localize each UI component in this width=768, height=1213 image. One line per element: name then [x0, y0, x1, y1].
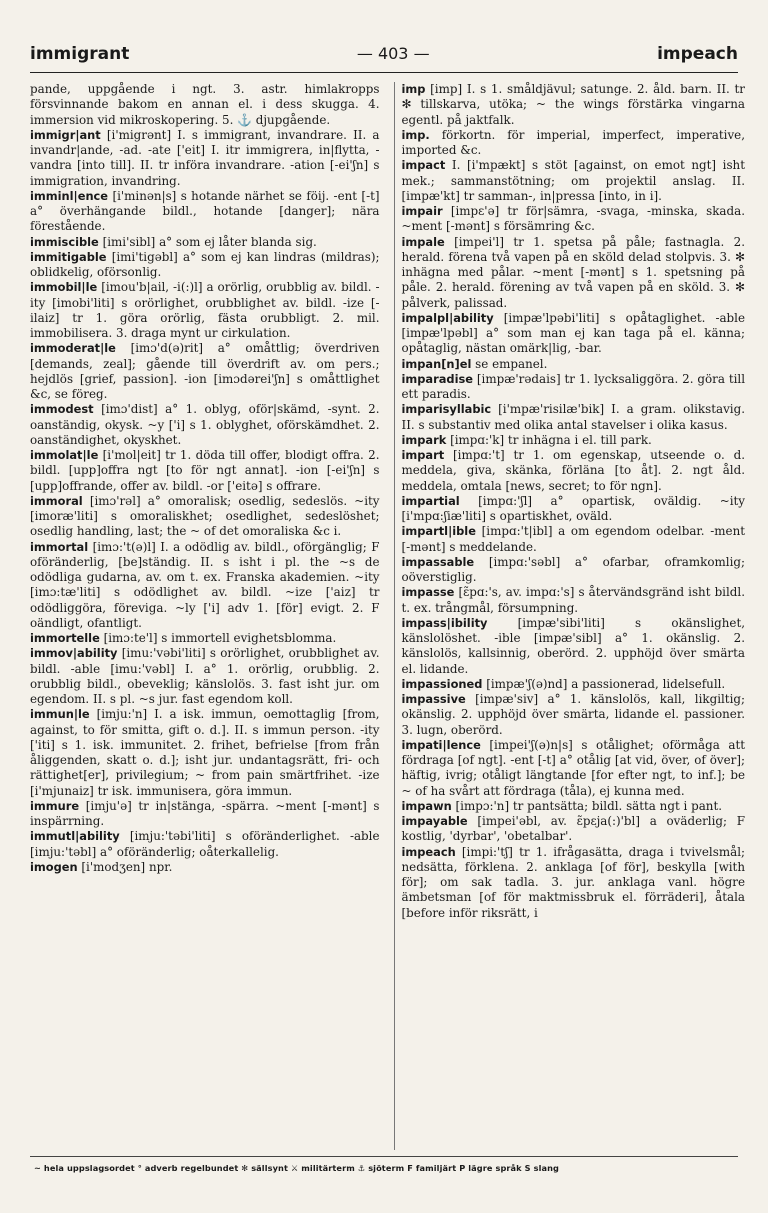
entry-definition: [impɑ:'səbl] a° ofarbar, oframkomlig; oöverstiglig. [401, 554, 745, 584]
dictionary-entry [30, 235, 380, 250]
entry-headword: immitigable [30, 249, 107, 264]
entry-definition: I. [i'mpækt] s stöt [against, on emot ngt] isht mek.; sammanstötning; om projektil anslag. II. [impæ'kt] tr samman-, in|pressa [into, in i]. [401, 158, 745, 203]
dictionary-entry [30, 128, 380, 189]
entry-definition: [i'minən|s] s hotande närhet se föij. -ent [-t] a° överhängande bildl., hotande [danger]; nära förestående. [30, 188, 380, 234]
entry-headword: immov|ability [30, 646, 118, 661]
dictionary-entry [30, 189, 380, 235]
footer-rule [30, 1156, 738, 1157]
entry-headword: impark [401, 432, 447, 447]
entry-definition: [impæ'ʃ(ə)nd] a passionerad, lidelsefull. [486, 676, 726, 691]
dictionary-entry [402, 585, 746, 616]
entry-definition: [impɑ:'k] tr inhägna i el. till park. [450, 432, 652, 447]
dictionary-entry [402, 372, 746, 403]
dictionary-entry [402, 799, 746, 814]
entry-definition: [imɔ:'t(ə)l] I. a odödlig av. bildl., oförgänglig; F oföränderlig, [be]ständig. II. s isht i pl. the ~s de odödliga gudarna, av. om t. ex. Franska akademien. ~ity [imɔ:tæ'liti] s odödlighet av. bildl. ~ize ['aiz] tr odödliggöra, föreviga. ~ly ['i] adv 1. [för] evigt. 2. F oändligt, ofantligt. [30, 539, 380, 630]
dictionary-entry [402, 692, 746, 738]
entry-headword: impasse [401, 585, 455, 600]
entry-headword: impass|ibility [401, 615, 488, 630]
dictionary-entry [30, 341, 380, 402]
dictionary-entry [402, 82, 746, 128]
entry-headword: immoral [30, 493, 83, 508]
abbreviation-legend: ~ hela uppslagsordet ° adverb regelbundet ✻ sällsynt ⚔ militärterm ⚓ sjöterm F familjärt P lägre språk S slang [34, 1163, 560, 1173]
entry-headword: impati|lence [401, 737, 481, 752]
page-number: — 403 — [356, 44, 430, 63]
dictionary-entry [402, 158, 746, 204]
entry-headword: impale [401, 234, 445, 249]
header-rule [30, 72, 738, 73]
dictionary-entry [30, 82, 380, 128]
dictionary-entry [30, 860, 380, 875]
dictionary-entry [402, 128, 746, 159]
dictionary-columns [30, 82, 745, 1150]
entry-definition: [imju:'n] I. a isk. immun, oemottaglig [from, against, to för smitta, gift o. d.]. II. s immun person. -ity ['iti] s 1. isk. immunitet. 2. frihet, befrielse [from från åliggenden, skatt o. d.]; isht jur. undantagsrätt, fri- och rättighet[er], privilegium; ~ from pain smärtfrihet. -ize [i'mjunaiz] tr isk. immunisera, göra immun. [30, 707, 380, 798]
entry-definition: pande, uppgående i ngt. 3. astr. himlakropps försvinnande bakom en annan el. i dess skugga. 4. immersion vid mikroskopering. 5. ⚓ djupgående. [30, 82, 380, 127]
entry-definition: [imɔ'd(ə)rit] a° omåttlig; överdriven [demands, zeal]; gående till överdrift av. om pers.; hejdlös [grief, passion]. -ion [imɔdərei'ʃn] s omåttlighet &c, se föreg. [30, 341, 380, 401]
dictionary-entry [30, 646, 380, 707]
entry-definition: [impei'l] tr 1. spetsa på påle; fastnagla. 2. herald. förena två vapen på en sköld delad stolpvis. 3. ✻ inhägna med pålar. ~ment [-mənt] s 1. spetsning på påle. 2. herald. förening av två vapen på en sköld. 3. ✻ pålverk, palissad. [401, 234, 745, 310]
dictionary-entry [402, 235, 746, 311]
entry-definition: [imp] I. s 1. småldjävul; satunge. 2. åld. barn. II. tr ✻ tillskarva, utöka; ~ the wings förstärka vingarna egentl. på jaktfalk. [401, 82, 745, 127]
entry-headword: impawn [401, 798, 452, 813]
dictionary-entry [402, 433, 746, 448]
entry-definition: [impɑ:'t] tr 1. om egenskap, utseende o. d. meddela, giva, skänka, förläna [to åt]. 2. ngt åld. meddela, omtala [news, secret; to för ngn]. [401, 448, 745, 493]
dictionary-entry [402, 448, 746, 494]
entry-headword: immolat|le [30, 448, 99, 462]
entry-definition: [ɛ̃pɑ:'s, av. impɑ:'s] s återvändsgränd isht bildl. t. ex. trångmål, försumpning. [401, 585, 745, 615]
entry-definition: [i'mol|eit] tr 1. döda till offer, blodigt offra. 2. bildl. [upp]offra ngt [to för ngt annat]. -ion [-ei'ʃn] s [upp]offrande, offer av. bildl. -or ['eitə] s offrare. [30, 448, 380, 493]
dictionary-entry [30, 829, 380, 860]
entry-headword: impartial [401, 493, 460, 508]
entry-definition: [imɔ'rəl] a° omoralisk; osedlig, sedeslös. ~ity [imoræ'liti] s omoraliskhet; osedlighet, sedeslöshet; osedlig handling, last; the ~ of det omoraliska &c i. [30, 493, 380, 539]
entry-headword: imp. [401, 127, 430, 142]
dictionary-entry [402, 494, 746, 525]
entry-definition: [impæ'sibi'liti] s okänslighet, känslolöshet. -ible [impæ'sibl] a° 1. okänslig. 2. känslolös, kallsinnig, oberörd. 2. upphöjd över smärta el. lidande. [401, 615, 745, 676]
dictionary-entry [402, 311, 746, 357]
entry-definition: [imi'sibl] a° som ej låter blanda sig. [102, 234, 317, 249]
entry-definition: [i'migrənt] I. s immigrant, invandrare. II. a invandr|ande, -ad. -ate ['eit] I. itr immigrera, in|flytta, -vandra [into till]. II. tr införa invandrare. -ation [-ei'ʃn] s immigration, invandring. [30, 127, 380, 188]
entry-definition: [imju'ə] tr in|stänga, -spärra. ~ment [-mənt] s inspärrning. [30, 798, 380, 828]
entry-headword: imogen [30, 859, 78, 874]
entry-definition: [impi:'tʃ] tr 1. ifrågasätta, draga i tvivelsmål; nedsätta, förklena. 2. anklaga [of för], beskylla [with för]; om sak tadla. 3. jur. anklaga vanl. högre ämbetsman [of för maktmissbruk el. förräderi], åtala [before inför riksrätt, i [401, 844, 745, 920]
dictionary-entry [402, 357, 746, 372]
entry-headword: imparisyllabic [401, 402, 492, 417]
dictionary-entry [30, 448, 380, 494]
entry-headword: imp [401, 82, 426, 96]
entry-headword: impassable [401, 554, 475, 569]
entry-headword: immiscible [30, 234, 99, 249]
dictionary-entry [30, 280, 380, 341]
entry-headword: impact [401, 158, 446, 173]
entry-headword: imminl|ence [30, 188, 109, 203]
entry-headword: impalpl|ability [401, 310, 494, 325]
entry-headword: impassive [401, 692, 466, 706]
entry-definition: [impæ'siv] a° 1. känslolös, kall, likgiltig; okänslig. 2. upphöjd över smärta, lidande el. passioner. 3. lugn, oberörd. [401, 692, 745, 737]
page-header [30, 44, 738, 68]
entry-headword: impartl|ible [401, 524, 476, 539]
entry-headword: immure [30, 798, 80, 813]
entry-definition: [imou'b|ail, -i(:)l] a orörlig, orubblig av. bildl. -ity [imobi'liti] s orörlighet, orubblighet av. bildl. -ize [-ilaiz] tr 1. göra orörlig, fästa orubbligt. 2. mil. immobilisera. 3. draga mynt ur cirkulation. [30, 280, 380, 340]
left-column [30, 82, 380, 1150]
dictionary-entry [30, 250, 380, 281]
dictionary-entry [402, 845, 746, 921]
entry-definition: [impɛ'ə] tr för|sämra, -svaga, -minska, skada. ~ment [-mənt] s försämring &c. [401, 204, 745, 234]
entry-headword: impeach [401, 844, 456, 859]
entry-headword: immutl|ability [30, 829, 120, 844]
dictionary-entry [402, 204, 746, 235]
dictionary-entry [402, 616, 746, 677]
dictionary-entry [402, 524, 746, 555]
dictionary-entry [30, 494, 380, 540]
dictionary-entry [402, 814, 746, 845]
entry-definition: [impɑ:'ʃl] a° opartisk, oväldig. ~ity [i'mpɑ:ʃiæ'liti] s opartiskhet, oväld. [401, 493, 745, 523]
entry-definition: [impei'əbl, av. ɛ̃pɛja(:)'bl] a oväderlig; F kostlig, 'dyrbar', 'obetalbar'. [401, 814, 745, 844]
entry-headword: impayable [401, 814, 468, 828]
entry-definition: se empanel. [475, 356, 548, 371]
entry-headword: immodest [30, 402, 94, 417]
entry-definition: [i'modʒen] npr. [81, 859, 173, 874]
entry-headword: immortal [30, 539, 89, 554]
entry-headword: immigr|ant [30, 127, 101, 142]
entry-definition: [i'mpæ'risilæ'bik] I. a gram. olikstavig. II. s substantiv med olika antal stavelser i olika kasus. [401, 402, 745, 432]
dictionary-entry [402, 402, 746, 433]
entry-definition: [imɔ:te'l] s immortell evighetsblomma. [103, 631, 337, 645]
dictionary-entry [402, 555, 746, 586]
entry-headword: impan[n]el [401, 356, 472, 371]
dictionary-entry [30, 799, 380, 830]
entry-definition: förkortn. för imperial, imperfect, imperative, imported &c. [401, 127, 745, 157]
entry-headword: immun|le [30, 707, 90, 722]
left-guide-word: immigrant [30, 44, 130, 64]
entry-headword: immobil|le [30, 280, 98, 295]
entry-definition: [impɔ:'n] tr pantsätta; bildl. sätta ngt i pant. [455, 798, 723, 813]
entry-definition: [imu:'vəbi'liti] s orörlighet, orubblighet av. bildl. -able [imu:'vəbl] I. a° 1. orörlig, orubblig. 2. orubblig bildl., obeveklig; känslolös. 3. fast isht jur. om egendom. II. s pl. ~s jur. fast egendom koll. [30, 646, 380, 706]
entry-definition: [impæ'rədais] tr 1. lycksaliggöra. 2. göra till ett paradis. [401, 371, 745, 401]
entry-definition: [imɔ'dist] a° 1. oblyg, oför|skämd, -synt. 2. oanständig, okysk. ~y ['i] s 1. oblyghet, oförskämdhet. 2. oanständighet, okyskhet. [30, 402, 380, 447]
entry-definition: [impæ'lpəbi'liti] s opåtaglighet. -able [impæ'lpəbl] a° som man ej kan taga på el. känna; opåtaglig, nästan omärk|lig, -bar. [401, 310, 745, 356]
entry-definition: [imi'tigəbl] a° som ej kan lindras (mildras); oblidkelig, oförsonlig. [30, 249, 380, 279]
dictionary-entry [30, 707, 380, 799]
entry-definition: [impei'ʃ(ə)n|s] s otålighet; oförmåga att fördraga [of ngt]. -ent [-t] a° otålig [at vid, över, of över]; häftig, ivrig; otåligt längtande [for efter ngt, to inf.]; be ~ of ha svårt att fördraga (tåla), ej kunna med. [401, 737, 745, 798]
dictionary-entry [402, 738, 746, 799]
entry-headword: imparadise [401, 371, 473, 386]
dictionary-entry [30, 402, 380, 448]
entry-headword: impassioned [401, 676, 483, 691]
entry-headword: immoderat|le [30, 341, 116, 356]
dictionary-entry [30, 631, 380, 646]
entry-definition: [imju:'təbi'liti] s oföränderlighet. -able [imju:'təbl] a° oföränderlig; oåterkallelig. [30, 829, 380, 859]
entry-headword: impair [401, 204, 443, 218]
right-column [394, 82, 746, 1150]
right-guide-word: impeach [657, 44, 738, 64]
dictionary-entry [402, 677, 746, 692]
entry-headword: impart [401, 448, 445, 462]
entry-headword: immortelle [30, 631, 100, 645]
entry-definition: [impɑ:'t|ibl] a om egendom odelbar. -ment [-mənt] s meddelande. [401, 524, 745, 554]
dictionary-entry [30, 540, 380, 632]
